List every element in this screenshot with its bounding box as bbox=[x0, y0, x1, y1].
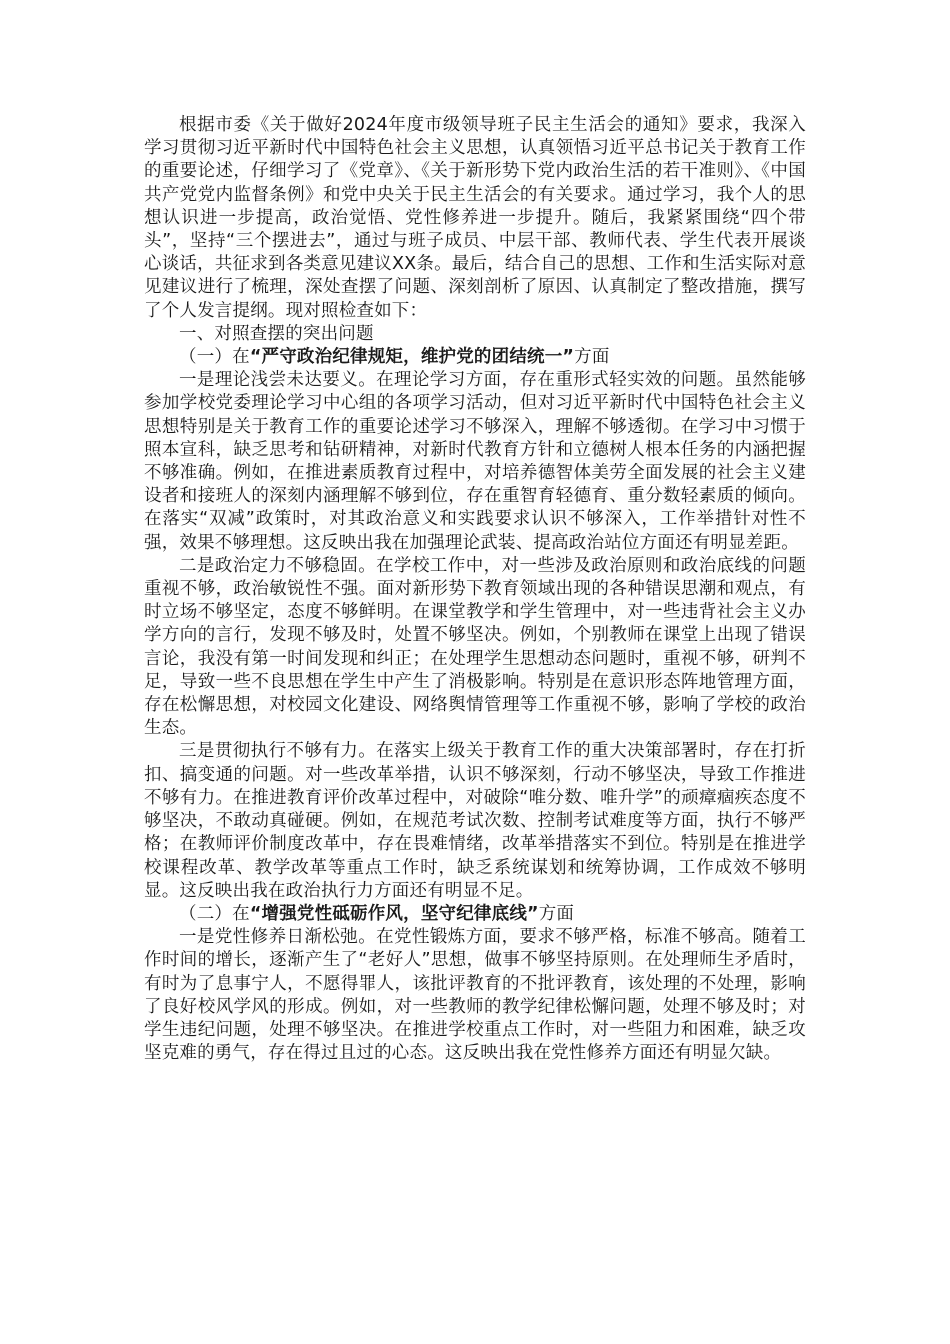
section-heading-1: 一、对照查摆的突出问题 bbox=[179, 323, 374, 344]
sub-heading-2-prefix: （二）在 bbox=[179, 903, 250, 924]
sub2-paragraph-1: 一是党性修养日渐松弛。在党性锻炼方面，要求不够严格，标准不够高。随着工作时间的增长，逐渐产生了“老好人”思想，做事不够坚持原则。在处理师生矛盾时，有时为了息事宁人，不愿得罪人，该批评教育的不批评教育，该处理的不处理，影响了良好校风学风的形成。例如，对一些教师的教学纪律松懈问题，处理不够及时；对学生违纪问题，处理不够坚决。在推进学校重点工作时，对一些阻力和困难，缺乏攻坚克难的勇气，存在得过且过的心态。这反映出我在党性修养方面还有明显欠缺。 bbox=[144, 927, 806, 1064]
document-page bbox=[144, 114, 806, 1065]
sub-heading-2-title: “增强党性砥砺作风，坚守纪律底线” bbox=[249, 903, 539, 924]
sub1-paragraph-1: 一是理论浅尝未达要义。在理论学习方面，存在重形式轻实效的问题。虽然能够参加学校党委理论学习中心组的各项学习活动，但对习近平新时代中国特色社会主义思想特别是关于教育工作的重要论述学习不够深入，理解不够透彻。在学习中习惯于照本宣科，缺乏思考和钻研精神，对新时代教育方针和立德树人根本任务的内涵把握不够准确。例如，在推进素质教育过程中，对培养德智体美劳全面发展的社会主义建设者和接班人的深刻内涵理解不够到位，存在重智育轻德育、重分数轻素质的倾向。在落实“双减”政策时，对其政治意义和实践要求认识不够深入，工作举措针对性不强，效果不够理想。这反映出我在加强理论武装、提高政治站位方面还有明显差距。 bbox=[144, 370, 806, 553]
sub-heading-1-title: “严守政治纪律规矩，维护党的团结统一” bbox=[249, 347, 575, 368]
sub1-paragraph-2: 二是政治定力不够稳固。在学校工作中，对一些涉及政治原则和政治底线的问题重视不够，政治敏锐性不强。面对新形势下教育领域出现的各种错误思潮和观点，有时立场不够坚定，态度不够鲜明。在课堂教学和学生管理中，对一些违背社会主义办学方向的言行，发现不够及时，处置不够坚决。例如，个别教师在课堂上出现了错误言论，我没有第一时间发现和纠正；在处理学生思想动态问题时，重视不够，研判不足，导致一些不良思想在学生中产生了消极影响。特别是在意识形态阵地管理方面，存在松懈思想，对校园文化建设、网络舆情管理等工作重视不够，影响了学校的政治生态。 bbox=[144, 555, 806, 739]
sub-heading-1-prefix: （一）在 bbox=[179, 347, 250, 368]
intro-paragraph: 根据市委《关于做好2024年度市级领导班子民主生活会的通知》要求，我深入学习贯彻习近平新时代中国特色社会主义思想，认真领悟习近平总书记关于教育工作的重要论述，仔细学习了《党章》、《关于新形势下党内政治生活的若干准则》、《中国共产党党内监督条例》和党中央关于民主生活会的有关要求。通过学习，我个人的思想认识进一步提高，政治觉悟、党性修养进一步提升。随后，我紧紧围绕“四个带头”，坚持“三个摆进去”，通过与班子成员、中层干部、教师代表、学生代表开展谈心谈话，共征求到各类意见建议XX条。最后，结合自己的思想、工作和生活实际对意见建议进行了梳理，深处查摆了问题、深刻剖析了原因、认真制定了整改措施，撰写了个人发言提纲。现对照检查如下： bbox=[144, 115, 806, 321]
sub-heading-2 bbox=[144, 903, 806, 926]
sub1-paragraph-3: 三是贯彻执行不够有力。在落实上级关于教育工作的重大决策部署时，存在打折扣、搞变通的问题。对一些改革举措，认识不够深刻，行动不够坚决，导致工作推进不够有力。在推进教育评价改革过程中，对破除“唯分数、唯升学”的顽瘴痼疾态度不够坚决，不敢动真碰硬。例如，在规范考试次数、控制考试难度等方面，执行不够严格；在教师评价制度改革中，存在畏难情绪，改革举措落实不到位。特别是在推进学校课程改革、教学改革等重点工作时，缺乏系统谋划和统筹协调，工作成效不够明显。这反映出我在政治执行力方面还有明显不足。 bbox=[144, 741, 806, 901]
sub-heading-2-suffix: 方面 bbox=[538, 903, 575, 924]
sub-heading-1-suffix: 方面 bbox=[574, 347, 610, 368]
sub-heading-1 bbox=[144, 346, 806, 369]
